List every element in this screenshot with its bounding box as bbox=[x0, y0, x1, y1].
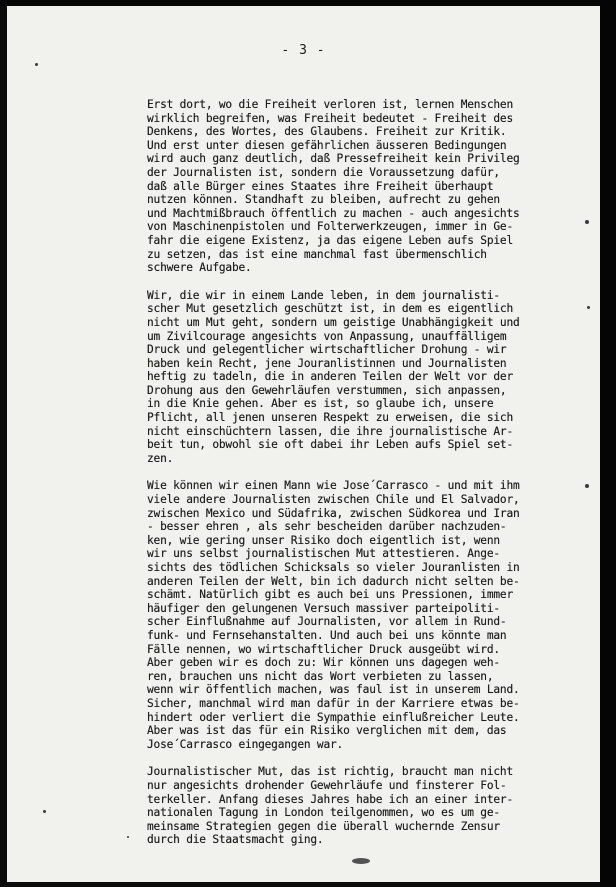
scan-speck bbox=[585, 484, 589, 488]
scan-speck bbox=[127, 836, 129, 838]
paragraph: Wie können wir einen Mann wie Jose´Carrasco - und mit ihm viele andere Journalisten zwischen Chile und El Salvador, zwischen Mexico und Südafrika, zwischen Südkorea und Iran - besser ehren , als sehr bescheiden darüber nachzuden- ken, wie gering unser Risiko doch eigentlich ist, wenn wir uns selbst journalistischen Mut attestieren. Ange- sichts des tödlichen Schicksals so vieler Jouranlisten in anderen Teilen der Welt, bin ich dadurch nicht selten be- schämt. Natürlich gibt es auch bei uns Pressionen, immer häufiger den gelungenen Versuch massiver parteipoliti- scher Einflußnahme auf Journalisten, vor allem in Rund- funk- und Fernsehanstalten. Und auch bei uns könnte man Fälle nennen, wo wirtschaftlicher Druck ausgeübt wird. Aber geben wir es doch zu: Wir können uns dagegen weh- ren, brauchen uns nicht das Wort verbieten zu lassen, wenn wir öffentlich machen, was faul ist in unserem Land. Sicher, manchmal wird man dafür in der Karriere etwas be- hindert oder verliert die Sympathie einflußreicher Leute. Aber was ist das für ein Risiko verglichen mit dem, das Jose´Carrasco eingegangen war. bbox=[147, 479, 520, 751]
scan-speck bbox=[585, 220, 589, 224]
scan-speck bbox=[587, 306, 590, 309]
paragraph: Wir, die wir in einem Lande leben, in dem journalisti- scher Mut gesetzlich geschützt ist, in dem es eigentlich nicht um Mut geht, sondern um geistige Unabhängigkeit und um Zivilcourage angesichts von Anpassung, unauffälligem Druck und gelegentlicher wirtschaftlicher Drohung - wir haben kein Recht, jene Jouranlistinnen und Journalisten heftig zu tadeln, die in anderen Teilen der Welt vor der Drohung aus den Gewehrläufen verstummen, sich anpassen, in die Knie gehen. Aber es ist, so glaube ich, unsere Pflicht, all jenen unseren Respekt zu erweisen, die sich nicht einschüchtern lassen, die ihre journalistische Ar- beit tun, obwohl sie oft dabei ihr Leben aufs Spiel set- zen. bbox=[147, 288, 520, 465]
paragraph: Journalistischer Mut, das ist richtig, braucht man nicht nur angesichts drohender Gewehrläufe und finsterer Fol- terkeller. Anfang dieses Jahres habe ich an einer inter- nationalen Tagung in London teilgenommen, wo es um ge- meinsame Strategien gegen die überall wuchernde Zensur durch die Staatsmacht ging. bbox=[147, 765, 513, 847]
document-page bbox=[7, 6, 600, 882]
page-number: - 3 - bbox=[281, 43, 326, 58]
scan-speck bbox=[43, 810, 46, 813]
scan-speck bbox=[35, 63, 38, 66]
letter-body bbox=[147, 98, 559, 861]
scan-border-right bbox=[600, 0, 616, 887]
paragraph: Erst dort, wo die Freiheit verloren ist, lernen Menschen wirklich begreifen, was Freiheit bedeutet - Freiheit des Denkens, des Wortes, des Glaubens. Freiheit zur Kritik. Und erst unter diesen gefährlichen äusseren Bedingungen wird auch ganz deutlich, daß Pressefreiheit kein Privileg der Journalisten ist, sondern die Voraussetzung dafür, daß alle Bürger eines Staates ihre Freiheit überhaupt nutzen können. Standhaft zu bleiben, aufrecht zu gehen und Machtmißbrauch öffentlich zu machen - auch angesichts von Maschinenpistolen und Folterwerkzeugen, immer in Ge- fahr die eigene Existenz, ja das eigene Leben aufs Spiel zu setzen, das ist eine manchmal fast übermenschlich schwere Aufgabe. bbox=[147, 98, 520, 275]
